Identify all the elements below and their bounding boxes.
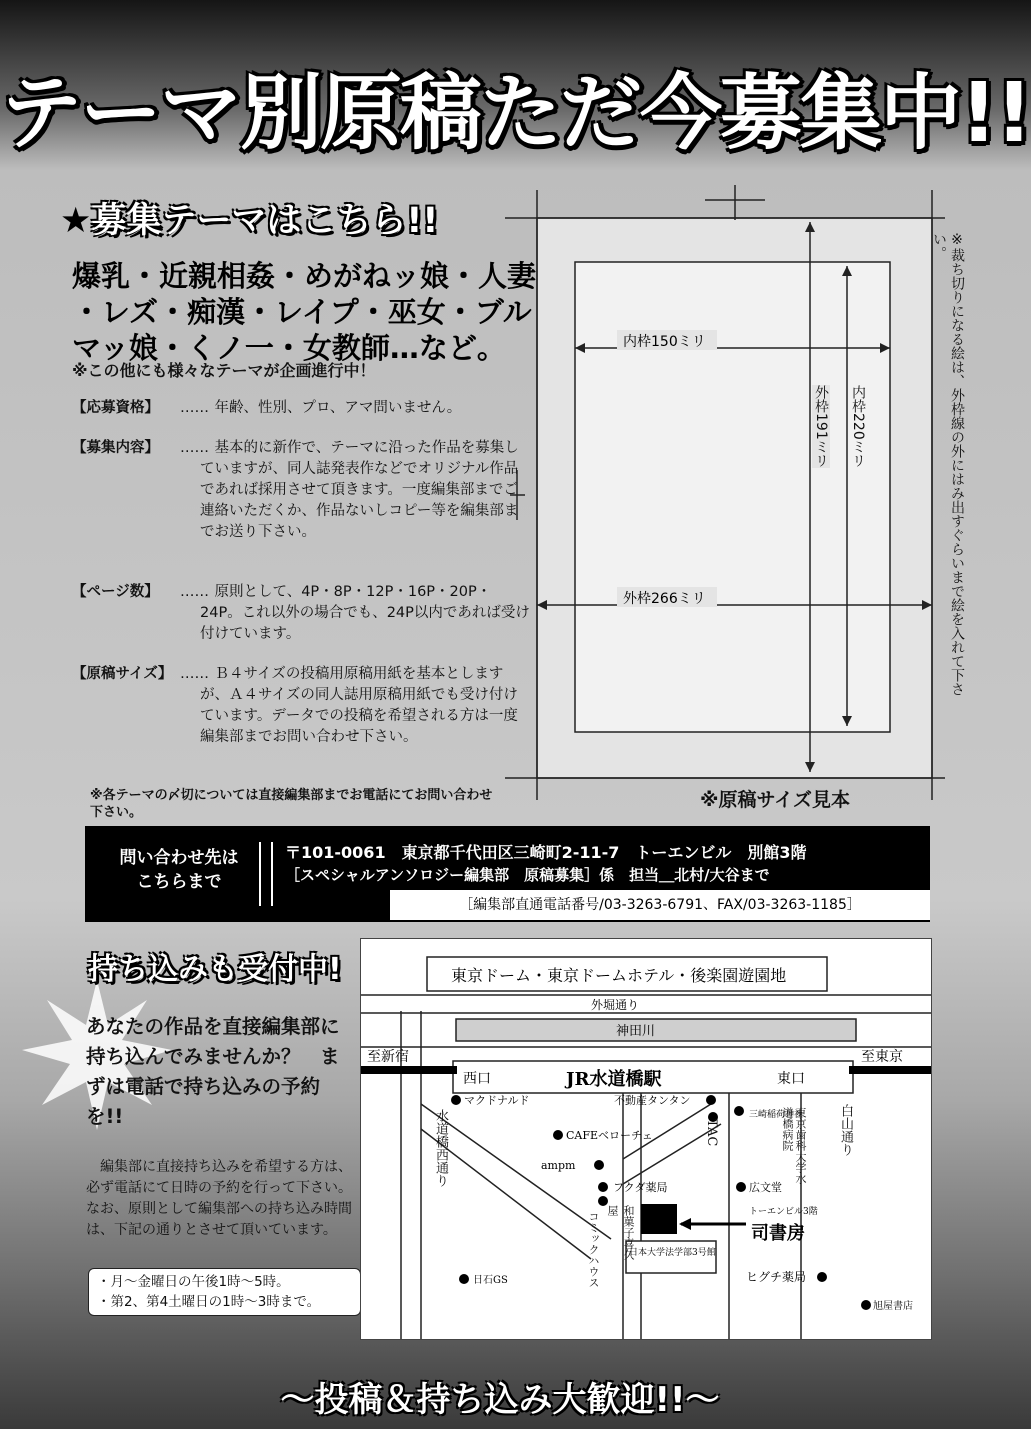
map-suidobashi-nishi: 水道橋西通り <box>433 1109 448 1187</box>
contact-title-line: こちらまで <box>136 872 222 892</box>
contact-phone: ［編集部直通電話番号/03-3263-6791、FAX/03-3263-1185］ <box>390 890 930 920</box>
requirement-dots: …… <box>180 440 209 456</box>
map-top-label: 東京ドーム・東京ドームホテル・後楽園遊園地 <box>451 966 787 985</box>
contact-title-line: 問い合わせ先は <box>119 848 239 868</box>
requirement-dots: …… <box>180 400 209 416</box>
requirement-text: 年齢、性別、プロ、アマ問いません。 <box>214 400 462 416</box>
star-icon: ★ <box>60 201 92 241</box>
map-ampm: ampm <box>541 1159 576 1172</box>
hours-item: ・月～金曜日の午後1時～5時。 <box>97 1274 290 1290</box>
requirement-text: Ｂ４サイズの投稿用原稿用紙を基本としますが、Ａ４サイズの同人誌用原稿用紙でも受け付けています。データでの投稿を希望される方は一度編集部までお問い合わせ下さい。 <box>200 666 518 745</box>
requirement-content <box>72 438 519 568</box>
map-shishobo: 司書房 <box>751 1223 805 1244</box>
map-to-shinjuku: 至新宿 <box>367 1049 409 1065</box>
requirement-text: 基本的に新作で、テーマに沿った作品を募集していますが、同人誌発表作などでオリジナル作品であれば採用させて頂きます。一度編集部までご連絡いただくか、作品ないしコピー等を編集部までお送り下さい。 <box>200 440 519 540</box>
map-nichidai: 日本大学法学部3号館 <box>629 1248 716 1258</box>
map-higashiguchi: 東口 <box>777 1071 805 1087</box>
map-sotobori: 外堀通り <box>591 998 640 1012</box>
map-hospital: 東京歯科大学水道橋病院 <box>781 1107 807 1184</box>
requirement-label: 【ページ数】 <box>72 584 159 600</box>
map-toen: トーエンビル3階 <box>749 1207 818 1217</box>
contact-department: ［スペシャルアンソロジー編集部 原稿募集］係 担当＿北村/大谷まで <box>285 866 770 884</box>
map-fukuda: フクダ薬局 <box>613 1181 668 1194</box>
requirement-label: 【応募資格】 <box>72 400 159 416</box>
themes-line: ・レズ・痴漢・レイプ・巫女・ブル <box>72 295 532 329</box>
map-hakusan: 白山通り <box>838 1104 853 1156</box>
carry-in-main: あなたの作品を直接編集部に持ち込んでみませんか？ まずは電話で持ち込みの予約を!! <box>86 1015 340 1128</box>
themes-title-text: 募集テーマはこちら!! <box>91 201 439 241</box>
map-kobundo: 広文堂 <box>749 1181 782 1194</box>
map-cafe: CAFEベローチェ <box>566 1129 653 1142</box>
access-map <box>360 938 932 1340</box>
carry-in-sub: 編集部に直接持ち込みを希望する方は、必ず電話にて日時の予約を行って下さい。なお、原則として編集部への持ち込み時間は、下記の通りとさせて頂いています。 <box>86 1159 352 1238</box>
manuscript-size-diagram <box>505 180 945 800</box>
contact-address: 〒101-0061 東京都千代田区三崎町2-11-7 トーエンビル 別館3階 <box>285 843 807 862</box>
themes-title <box>60 193 505 243</box>
size-sample-caption: ※原稿サイズ見本 <box>700 789 850 811</box>
map-nisseki: 日石GS <box>473 1275 508 1286</box>
map-comic: コミックハウス <box>587 1211 600 1288</box>
themes-line: 爆乳・近親相姦・めがねッ娘・人妻 <box>72 259 537 293</box>
map-to-tokyo: 至東京 <box>861 1049 903 1065</box>
inner-width-label: 内枠150ミリ <box>623 334 706 350</box>
deadline-note: ※各テーマの〆切については直接編集部までお電話にてお問い合わせ下さい。 <box>90 788 493 820</box>
requirement-text: 原則として、4P・8P・12P・16P・20P・24P。これ以外の場合でも、24P以内であれば受け付けています。 <box>200 584 530 642</box>
map-fudosan: 不動産タンタン <box>614 1094 691 1107</box>
outer-width-label: 外枠266ミリ <box>623 591 706 607</box>
carry-in-title: 持ち込みも受付中! <box>88 952 342 987</box>
map-tac: TAC <box>704 1119 719 1147</box>
contact-bar <box>85 826 930 922</box>
requirement-eligibility <box>72 398 512 422</box>
map-nishiguchi: 西口 <box>463 1071 491 1087</box>
requirement-pages <box>72 582 530 648</box>
hours-item: ・第2、第4土曜日の1時～3時まで。 <box>97 1294 321 1310</box>
requirement-dots: …… <box>180 584 209 600</box>
map-kanda: 神田川 <box>616 1024 656 1039</box>
inner-height-label: 内枠220ミリ <box>850 385 866 468</box>
map-wagashi: 和菓子喜久屋 <box>606 1205 635 1260</box>
slogan: ～投稿＆持ち込み大歓迎!!～ <box>280 1380 720 1420</box>
map-asahiya: 旭屋書店 <box>873 1301 913 1312</box>
outer-height-label: 外枠191ミリ <box>813 385 829 468</box>
contact-divider <box>259 842 273 906</box>
themes-list <box>72 258 537 366</box>
map-higuchi: ヒグチ薬局 <box>746 1270 807 1284</box>
contact-title <box>99 846 259 894</box>
themes-line: マッ娘・くノ一・女教師…など。 <box>72 331 506 365</box>
other-themes-note: ※この他にも様々なテーマが企画進行中！ <box>72 361 376 380</box>
map-station: JR水道橋駅 <box>566 1069 662 1090</box>
bleed-note: ※裁ち切りになる絵は、外枠線の外にはみ出すぐらいまで絵を入れて下さい。 <box>931 232 965 696</box>
requirement-size <box>72 664 518 774</box>
headline: テーマ別原稿ただ今募集中!! <box>0 66 1031 161</box>
carry-in-hours <box>88 1268 361 1316</box>
map-misaki: 三崎稲荷神社 <box>749 1110 804 1120</box>
requirement-dots: …… <box>180 666 209 682</box>
requirement-label: 【原稿サイズ】 <box>72 666 173 682</box>
map-mcd: マクドナルド <box>464 1094 530 1107</box>
requirement-label: 【募集内容】 <box>72 440 159 456</box>
